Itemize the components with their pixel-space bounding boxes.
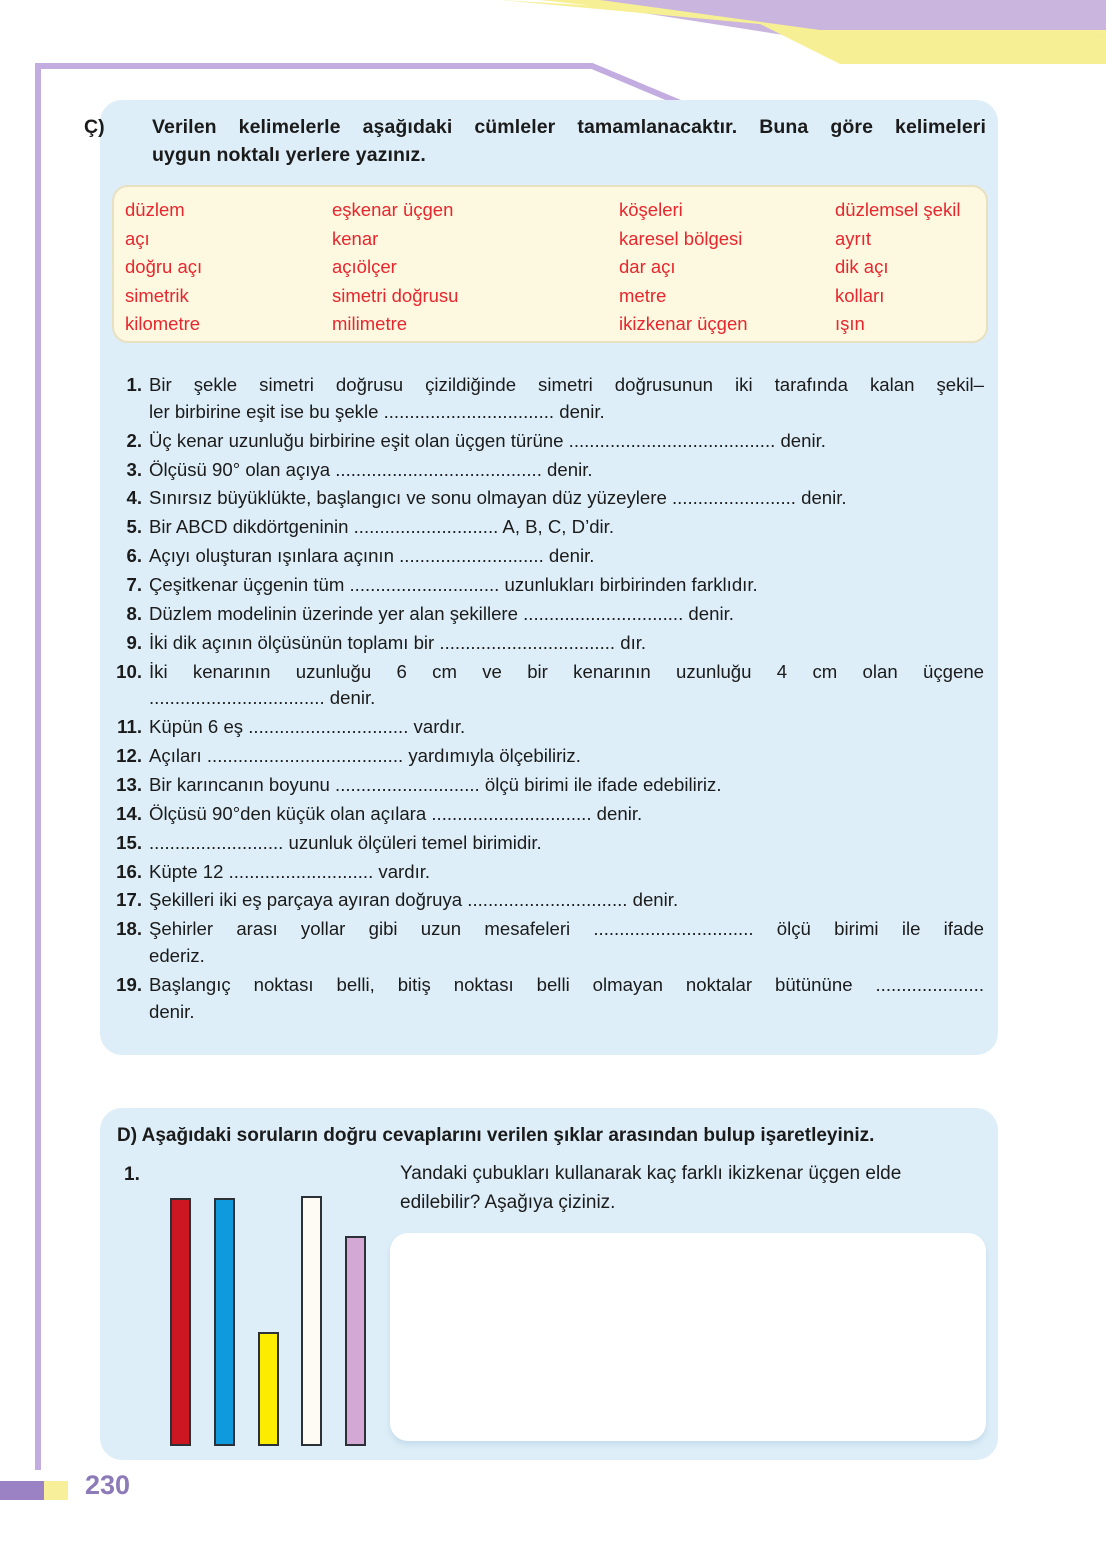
bar-purple: [345, 1236, 366, 1446]
question-line: .................................. denir.: [149, 687, 376, 709]
question-number: 9.: [126, 631, 142, 653]
section-c-heading-line1: Verilen kelimelerle aşağıdaki cümleler tamamlanacaktır. Buna göre kelimeleri: [152, 116, 986, 138]
word-bank-item[interactable]: kenar: [332, 227, 379, 249]
question-item[interactable]: [116, 801, 984, 828]
question-item[interactable]: [116, 887, 984, 914]
question-text: Ölçüsü 90°den küçük olan açılara ............................... denir.: [149, 802, 643, 824]
question-item[interactable]: [116, 859, 984, 886]
section-d-heading: D) Aşağıdaki soruların doğru cevaplarını verilen şıklar arasından bulup işaretleyiniz.: [117, 1125, 875, 1146]
question-text: Küpün 6 eş ............................... vardır.: [149, 716, 466, 738]
bar-diagram: [170, 1186, 370, 1446]
question-number: 8.: [126, 602, 142, 624]
word-bank-item[interactable]: köşeleri: [619, 199, 683, 220]
word-bank-item[interactable]: kilometre: [125, 313, 201, 335]
question-number: 19.: [116, 974, 142, 996]
question-number: 12.: [116, 745, 142, 767]
word-bank-item[interactable]: karesel bölgesi: [619, 227, 743, 249]
word-bank-item[interactable]: ikizkenar üçgen: [619, 313, 748, 335]
question-line: Şehirler arası yollar gibi uzun mesafeleri ............................... ölçü birimi ile ifade: [149, 918, 984, 940]
question-line: ederiz.: [149, 945, 205, 967]
footer-purple-bar: [0, 1481, 44, 1500]
section-d-question-number: 1.: [124, 1164, 140, 1185]
deco-yellow-shape-2: [540, 0, 1106, 36]
question-text: [149, 659, 984, 713]
question-text: .......................... uzunluk ölçüleri temel birimidir.: [149, 831, 542, 853]
question-number: 5.: [126, 516, 142, 538]
question-item[interactable]: [116, 772, 984, 799]
bar-white: [301, 1196, 322, 1446]
section-d-panel: [100, 1108, 998, 1460]
section-c-heading-line2: uygun noktalı yerlere yazınız.: [152, 143, 426, 166]
question-text: Sınırsız büyüklükte, başlangıcı ve sonu olmayan düz yüzeylere ........................ denir.: [149, 487, 847, 509]
question-line: Başlangıç noktası belli, bitiş noktası belli olmayan noktalar bütününe .....................: [149, 974, 984, 996]
word-bank-item[interactable]: düzlem: [125, 199, 185, 220]
word-bank-item[interactable]: simetri doğrusu: [332, 284, 459, 306]
question-text: Düzlem modelinin üzerinde yer alan şekillere ............................... denir.: [149, 602, 734, 624]
word-bank-item[interactable]: dar açı: [619, 256, 676, 278]
section-d-question-text: Yandaki çubukları kullanarak kaç farklı ikizkenar üçgen elde edilebilir? Aşağıya çiziniz.: [400, 1163, 902, 1213]
bar-yellow: [258, 1332, 279, 1446]
deco-purple-shape: [560, 0, 1106, 60]
word-bank-item[interactable]: düzlemsel şekil: [835, 199, 961, 220]
word-bank-item[interactable]: simetrik: [125, 284, 189, 306]
word-bank-item[interactable]: milimetre: [332, 313, 408, 335]
question-line: denir.: [149, 1000, 195, 1022]
question-item[interactable]: [116, 485, 984, 512]
question-number: 1.: [126, 374, 142, 395]
question-item[interactable]: [116, 572, 984, 599]
question-item[interactable]: [116, 630, 984, 657]
question-line: Bir şekle simetri doğrusu çizildiğinde simetri doğrusunun iki tarafında kalan şekil–: [149, 374, 984, 395]
word-bank-item[interactable]: eşkenar üçgen: [332, 199, 454, 220]
deco-purple-shape-2: [600, 0, 1106, 30]
question-number: 18.: [116, 918, 142, 940]
word-bank-item[interactable]: kolları: [835, 284, 885, 306]
question-number: 6.: [126, 545, 142, 567]
question-number: 3.: [126, 458, 142, 480]
word-bank-item[interactable]: doğru açı: [125, 256, 203, 278]
question-item[interactable]: [116, 601, 984, 628]
question-text: Ölçüsü 90° olan açıya ........................................ denir.: [149, 458, 593, 480]
question-number: 10.: [116, 660, 142, 682]
question-item[interactable]: [116, 830, 984, 857]
question-text: [149, 916, 984, 970]
question-item[interactable]: [116, 543, 984, 570]
question-number: 17.: [116, 889, 142, 911]
word-bank-item[interactable]: ışın: [835, 313, 865, 335]
question-line: İki kenarının uzunluğu 6 cm ve bir kenarının uzunluğu 4 cm olan üçgene: [149, 660, 984, 682]
question-text: Çeşitkenar üçgenin tüm ............................. uzunlukları birbirinden farklıdır.: [149, 574, 758, 596]
question-text: [149, 972, 984, 1026]
word-bank-grid: [125, 196, 983, 339]
section-c-panel: [84, 100, 998, 1055]
word-bank-box: [112, 185, 988, 343]
question-item[interactable]: [116, 428, 984, 455]
question-number: 15.: [116, 831, 142, 853]
question-line: ler birbirine eşit ise bu şekle ................................. denir.: [149, 400, 605, 422]
word-bank-item[interactable]: ayrıt: [835, 227, 871, 249]
question-number: 13.: [116, 774, 142, 796]
footer-yellow-bar: [44, 1481, 68, 1500]
question-number: 16.: [116, 860, 142, 882]
question-number: 2.: [126, 429, 142, 451]
question-number: 7.: [126, 574, 142, 596]
word-bank-item[interactable]: açı: [125, 227, 150, 249]
word-bank-item[interactable]: açıölçer: [332, 256, 397, 278]
section-c-letter: Ç): [84, 116, 105, 138]
bar-blue: [214, 1198, 235, 1446]
question-text: Açıyı oluşturan ışınlara açının ............................ denir.: [149, 545, 595, 567]
question-text: [149, 372, 984, 426]
question-text: Küpte 12 ............................ vardır.: [149, 860, 431, 882]
word-bank-item[interactable]: dik açı: [835, 256, 889, 278]
question-text: Şekilleri iki eş parçaya ayıran doğruya ............................... denir.: [149, 889, 679, 911]
question-number: 4.: [126, 487, 142, 509]
deco-yellow-shape: [500, 0, 1106, 64]
question-item[interactable]: [116, 514, 984, 541]
question-text: Üç kenar uzunluğu birbirine eşit olan üçgen türüne ........................................ denir.: [149, 429, 826, 451]
question-text: Açıları ...................................... yardımıyla ölçebiliriz.: [149, 745, 581, 767]
question-text: Bir ABCD dikdörtgeninin ............................ A, B, C, D’dir.: [149, 516, 615, 538]
question-item[interactable]: [116, 743, 984, 770]
question-item[interactable]: [116, 714, 984, 741]
question-item[interactable]: [116, 972, 984, 1026]
section-c-heading: [84, 114, 986, 169]
question-text: Bir karıncanın boyunu ............................ ölçü birimi ile ifade edebiliriz.: [149, 774, 722, 796]
answer-drawing-box[interactable]: [390, 1233, 986, 1441]
question-item[interactable]: [116, 372, 984, 426]
question-text: İki dik açının ölçüsünün toplamı bir .................................. dır.: [149, 631, 647, 653]
question-number: 11.: [117, 716, 142, 738]
question-item[interactable]: [116, 916, 984, 970]
question-item[interactable]: [116, 457, 984, 484]
word-bank-item[interactable]: metre: [619, 284, 667, 306]
bar-red: [170, 1198, 191, 1446]
question-item[interactable]: [116, 659, 984, 713]
question-number: 14.: [116, 802, 142, 824]
question-list: [116, 372, 984, 1028]
page-number: 230: [85, 1470, 131, 1500]
